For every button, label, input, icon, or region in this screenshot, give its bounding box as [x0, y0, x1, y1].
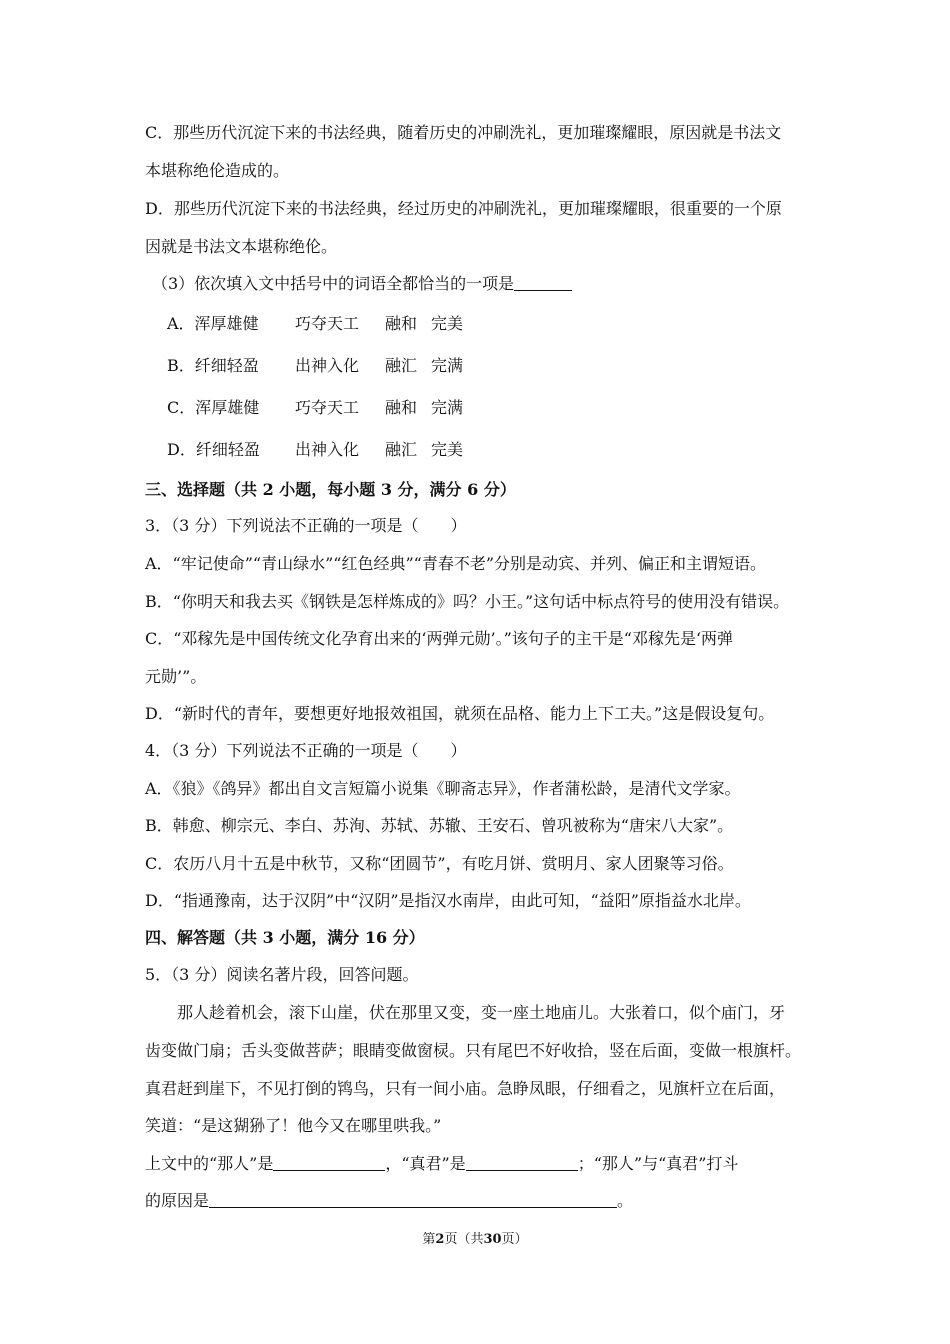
q3-option-d-w2: 出神入化	[295, 440, 360, 459]
passage-line-2: 齿变做门扇；舌头变做菩萨；眼睛变做窗棂。只有尾巴不好收拾，竖在后面，变做一根旗杆。	[145, 1041, 802, 1060]
footer-page-number: 2	[435, 1232, 445, 1247]
passage-line-4: 笑道：“是这猢狲了！他今又在哪里哄我。”	[145, 1116, 442, 1135]
that-person-answer-blank[interactable]	[273, 1154, 385, 1171]
q4-question-option-d: D．“指通豫南，达于汉阴”中“汉阴”是指汉水南岸，由此可知，“益阳”原指益水北岸。	[145, 891, 751, 910]
q3-option-d-w3: 融汇	[385, 440, 418, 459]
fill-prefix: 上文中的“那人”是	[145, 1154, 274, 1173]
q3-option-a-w4: 完美	[431, 314, 464, 333]
q3-option-c-label: C．浑厚雄健	[167, 398, 260, 417]
fill-in-line-2	[145, 1191, 633, 1211]
q3-question-stem: 3．（3 分）下列说法不正确的一项是（ ）	[145, 516, 467, 535]
q2-option-c-line1: C．那些历代沉淀下来的书法经典，随着历史的冲刷洗礼，更加璀璨耀眼，原因就是书法文	[145, 123, 782, 142]
passage-line-1: 那人趁着机会，滚下山崖，伏在那里又变，变一座土地庙儿。大张着口，似个庙门，牙	[177, 1003, 786, 1022]
q4-question-stem: 4．（3 分）下列说法不正确的一项是（ ）	[145, 741, 467, 760]
q3-question-option-c-line1: C．“邓稼先是中国传统文化孕育出来的‘两弹元勋’。”该句子的主干是“邓稼先是‘两弹	[145, 629, 734, 648]
footer-suffix: 页）	[501, 1232, 528, 1247]
footer-total-pages: 30	[483, 1232, 502, 1247]
q3-option-c	[167, 398, 463, 418]
fill-in-line-1	[145, 1154, 738, 1174]
fill-mid: ，“真君”是	[385, 1154, 466, 1173]
q5-question-stem: 5．（3 分）阅读名著片段，回答问题。	[145, 965, 419, 984]
footer-mid: 页（共	[444, 1232, 484, 1247]
q3-question-option-b: B．“你明天和我去买《钢铁是怎样炼成的》吗？小王。”这句话中标点符号的使用没有错误。	[145, 592, 790, 611]
q2-option-d-line1: D．那些历代沉淀下来的书法经典，经过历史的冲刷洗礼，更加璀璨耀眼，很重要的一个原	[145, 199, 782, 218]
q3-option-c-w2: 巧夺天工	[295, 398, 360, 417]
fill2-suffix: 。	[617, 1191, 634, 1210]
q3-option-a-w2: 巧夺天工	[295, 314, 360, 333]
q4-question-option-a: A．《狼》《鸽异》都出自文言短篇小说集《聊斋志异》，作者蒲松龄，是清代文学家。	[145, 779, 741, 798]
section3-heading: 三、选择题（共 2 小题，每小题 3 分，满分 6 分）	[145, 480, 516, 499]
q3-option-b-w4: 完满	[431, 356, 464, 375]
reason-answer-blank[interactable]	[209, 1191, 617, 1208]
q3-question-option-d: D．“新时代的青年，要想更好地报效祖国，就须在品格、能力上下工夫。”这是假设复句。	[145, 704, 775, 723]
q2-option-d-line2: 因就是书法文本堪称绝伦。	[145, 237, 338, 256]
q4-question-option-c: C．农历八月十五是中秋节，又称“团圆节”，有吃月饼、赏明月、家人团聚等习俗。	[145, 854, 734, 873]
q3-answer-blank	[514, 274, 572, 291]
passage-line-3: 真君赶到崖下，不见打倒的鸨鸟，只有一间小庙。急睁凤眼，仔细看之，见旗杆立在后面，	[145, 1079, 786, 1098]
footer-prefix: 第	[422, 1232, 436, 1247]
q3-option-c-w3: 融和	[385, 398, 418, 417]
q4-question-option-b: B．韩愈、柳宗元、李白、苏洵、苏轼、苏辙、王安石、曾巩被称为“唐宋八大家”。	[145, 816, 734, 835]
q3-option-c-w4: 完满	[431, 398, 464, 417]
page-footer	[0, 1228, 950, 1247]
q3-question-option-a: A．“牢记使命”“青山绿水”“红色经典”“青春不老”分别是动宾、并列、偏正和主谓短语。	[145, 554, 766, 573]
q3-option-a	[167, 314, 463, 334]
q3-option-b-w2: 出神入化	[295, 356, 360, 375]
q3-stem	[152, 274, 572, 294]
q3-option-b-label: B．纤细轻盈	[167, 356, 259, 375]
q3-stem-text: （3）依次填入文中括号中的词语全都恰当的一项是	[152, 274, 515, 293]
q3-option-d-label: D．纤细轻盈	[167, 440, 260, 459]
q3-option-b-w3: 融汇	[385, 356, 418, 375]
fill2-prefix: 的原因是	[145, 1191, 210, 1210]
q3-option-a-w3: 融和	[385, 314, 418, 333]
q2-option-c-line2: 本堪称绝伦造成的。	[145, 161, 290, 180]
zhenjun-answer-blank[interactable]	[466, 1154, 578, 1171]
q3-question-option-c-line2: 元勋’”。	[145, 667, 207, 686]
section4-heading: 四、解答题（共 3 小题，满分 16 分）	[145, 928, 425, 947]
fill-suffix: ；“那人”与“真君”打斗	[577, 1154, 739, 1173]
q3-option-a-label: A．浑厚雄健	[167, 314, 259, 333]
q3-option-d-w4: 完美	[431, 440, 464, 459]
q3-option-b	[167, 356, 463, 376]
q3-option-d	[167, 440, 463, 460]
